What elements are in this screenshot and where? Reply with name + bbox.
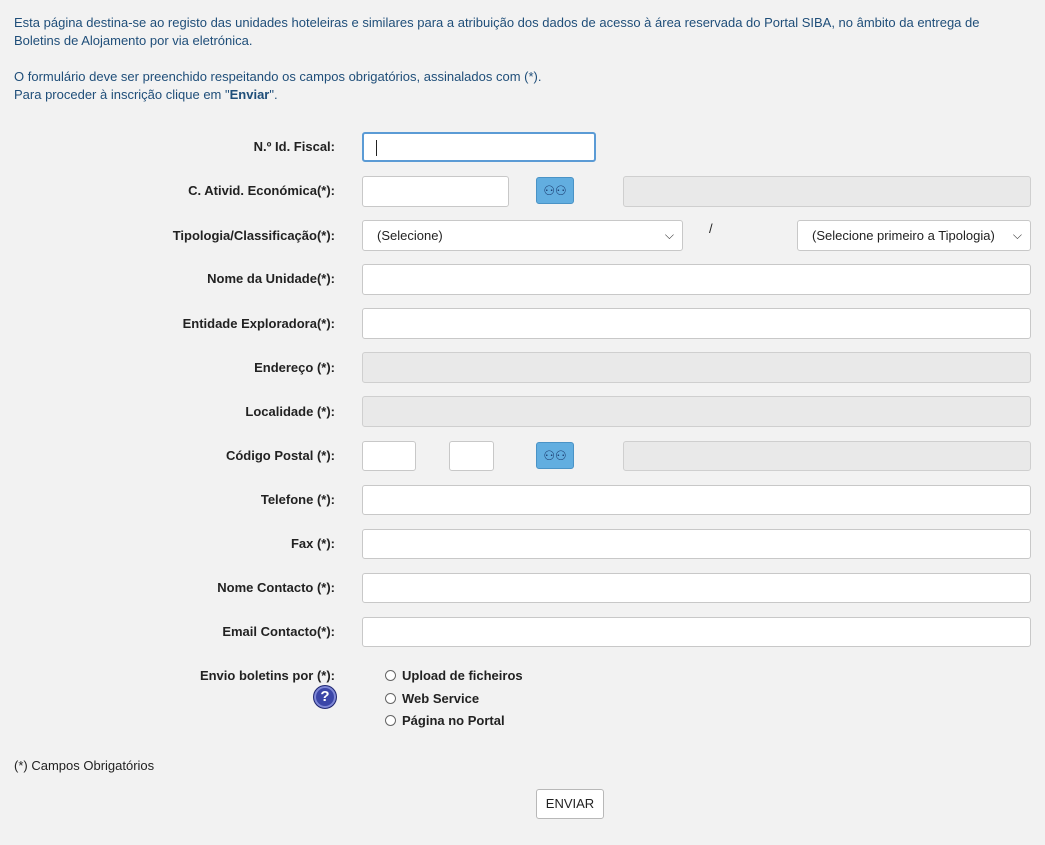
nif-input[interactable]	[362, 132, 596, 162]
cae-search-button[interactable]	[536, 177, 574, 204]
codigo-postal-input-2[interactable]	[449, 441, 494, 471]
entidade-label: Entidade Exploradora(*):	[182, 316, 335, 331]
intro-submit-note: Para proceder à inscrição clique em "Enviar".	[14, 87, 278, 102]
email-contacto-label: Email Contacto(*):	[222, 624, 335, 639]
radio-label: Página no Portal	[402, 713, 505, 728]
nome-unidade-input[interactable]	[362, 264, 1031, 295]
intro-text	[14, 14, 1029, 104]
tipologia-selected-value: (Selecione)	[377, 228, 443, 243]
radio-upload-ficheiros[interactable]	[385, 668, 523, 683]
cae-description-field	[623, 176, 1031, 207]
localidade-field	[362, 396, 1031, 427]
email-contacto-input[interactable]	[362, 617, 1031, 647]
tipologia-select[interactable]	[362, 220, 683, 251]
fax-label: Fax (*):	[290, 536, 335, 551]
chevron-down-icon: ⌵	[664, 228, 674, 242]
classificacao-select[interactable]	[797, 220, 1031, 251]
chevron-down-icon: ⌵	[1012, 228, 1022, 242]
cae-label: C. Ativid. Económica(*):	[188, 183, 335, 198]
radio-label: Web Service	[402, 691, 480, 706]
endereco-field	[362, 352, 1031, 383]
codigo-postal-description-field	[623, 441, 1031, 471]
classificacao-selected-value: (Selecione primeiro a Tipologia)	[812, 228, 995, 243]
nome-contacto-input[interactable]	[362, 573, 1031, 603]
required-fields-footnote: (*) Campos Obrigatórios	[14, 758, 155, 773]
nif-label: N.º Id. Fiscal:	[253, 139, 335, 154]
help-circle-icon[interactable]: ?	[313, 685, 337, 709]
nome-unidade-label: Nome da Unidade(*):	[207, 271, 335, 286]
radio-label: Upload de ficheiros	[402, 668, 523, 683]
tipologia-label: Tipologia/Classificação(*):	[172, 228, 335, 243]
envio-boletins-label: Envio boletins por (*):	[199, 668, 335, 683]
tipologia-separator: /	[709, 221, 713, 236]
codigo-postal-input-1[interactable]	[362, 441, 416, 471]
telefone-label: Telefone (*):	[260, 492, 335, 507]
fax-input[interactable]	[362, 529, 1031, 559]
radio-pagina-portal[interactable]	[385, 713, 505, 728]
intro-paragraph: Esta página destina-se ao registo das unidades hoteleiras e similares para a atribuição dos dados de acesso à área reservada do Portal SIBA, no âmbito da entrega de Boletins de Alojamento por via eletrónica.	[14, 15, 980, 48]
localidade-label: Localidade (*):	[245, 404, 335, 419]
cae-input[interactable]	[362, 176, 509, 207]
telefone-input[interactable]	[362, 485, 1031, 515]
endereco-label: Endereço (*):	[254, 360, 335, 375]
intro-required-note: O formulário deve ser preenchido respeitando os campos obrigatórios, assinalados com (*).	[14, 69, 542, 84]
binoculars-icon: ⚇⚇	[543, 448, 567, 463]
codigo-postal-label: Código Postal (*):	[225, 448, 335, 463]
radio-web-service[interactable]	[385, 691, 479, 706]
nome-contacto-label: Nome Contacto (*):	[217, 580, 335, 595]
binoculars-icon: ⚇⚇	[543, 183, 567, 198]
entidade-input[interactable]	[362, 308, 1031, 339]
radio-button[interactable]	[385, 670, 396, 681]
codigo-postal-search-button[interactable]	[536, 442, 574, 469]
text-cursor	[376, 140, 377, 156]
radio-button[interactable]	[385, 715, 396, 726]
radio-button[interactable]	[385, 693, 396, 704]
submit-button[interactable]: ENVIAR	[536, 789, 604, 819]
